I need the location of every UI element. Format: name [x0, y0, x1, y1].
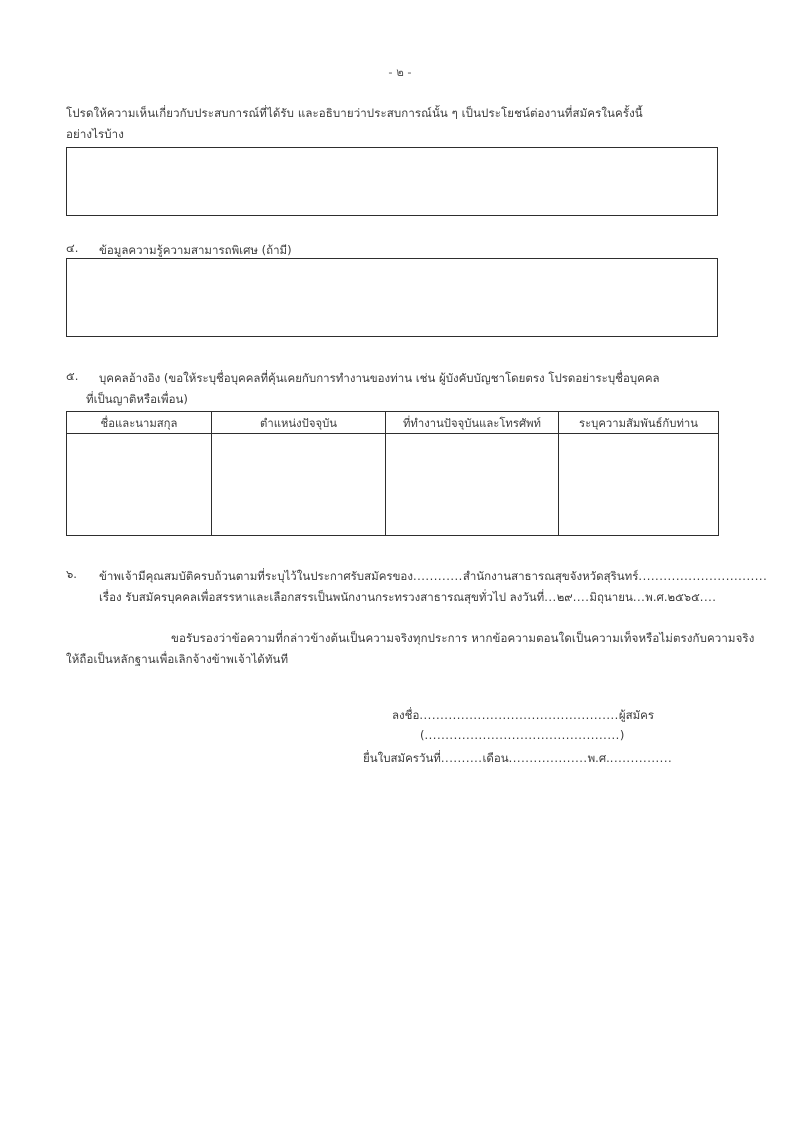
section-6-day: ๒๙ [556, 590, 573, 604]
section-6-qualification-text: ข้าพเจ้ามีคุณสมบัติครบถ้วนตามที่ระบุไว้ในประกาศรับสมัครของ [99, 569, 413, 583]
intro-line-2: อย่างไรบ้าง [66, 127, 124, 141]
page-number: - ๒ - [388, 65, 412, 79]
section-6-month-dots: .... [572, 590, 590, 604]
signature-role-label: ผู้สมัคร [618, 708, 655, 722]
certification-line-2: ให้ถือเป็นหลักฐานเพื่อเลิกจ้างข้าพเจ้าได้ทันที [66, 652, 289, 666]
references-table [66, 411, 719, 536]
table-header-row [67, 412, 719, 434]
submit-month-dots[interactable]: ................... [508, 751, 588, 765]
submit-day-dots[interactable]: .......... [440, 751, 483, 765]
signature-line [392, 707, 654, 725]
section-6-dots-end: .... [699, 590, 717, 604]
submit-year-dots[interactable]: ............... [609, 751, 673, 765]
table-row [67, 434, 719, 536]
section-6-day-dots-before: ... [544, 590, 557, 604]
signature-name-line [420, 728, 624, 742]
submit-date-line [363, 750, 672, 768]
section-6-line-2 [99, 587, 716, 608]
section-6-organization: สำนักงานสาธารณสุขจังหวัดสุรินทร์ [462, 569, 639, 583]
section-6-be-label: พ.ศ. [645, 590, 668, 604]
special-skills-answer-box[interactable] [66, 258, 718, 337]
column-header-workplace-phone: ที่ทำงานปัจจุบันและโทรศัพท์ [386, 412, 559, 434]
column-header-position: ตำแหน่งปัจจุบัน [212, 412, 386, 434]
column-header-name: ชื่อและนามสกุล [67, 412, 212, 434]
cell-position[interactable] [212, 434, 386, 536]
signature-dots[interactable]: ................................................ [419, 708, 619, 722]
submit-month-label: เดือน [482, 751, 509, 765]
cell-workplace-phone[interactable] [386, 434, 559, 536]
section-6-be-dots: ... [632, 590, 646, 604]
submit-date-label: ยื่นใบสมัครวันที่ [363, 751, 441, 765]
column-header-relationship: ระบุความสัมพันธ์กับท่าน [559, 412, 719, 434]
name-paren-open: ( [420, 728, 425, 742]
section-6-announcement-subject: เรื่อง รับสมัครบุคคลเพื่อสรรหาและเลือกสรรเป็นพนักงานกระทรวงสาธารณสุขทั่วไป ลงวันที่ [99, 590, 545, 604]
section-6-month: มิถุนายน [589, 590, 633, 604]
cell-name[interactable] [67, 434, 212, 536]
section-6-year: ๒๕๖๕ [667, 590, 700, 604]
section-4-number: ๔. [66, 241, 79, 255]
section-6-org-dots-before: ............ [412, 569, 463, 583]
section-5-number: ๕. [66, 369, 79, 383]
section-5-line-1: บุคคลอ้างอิง (ขอให้ระบุชื่อบุคคลที่คุ้นเคยกับการทำงานของท่าน เช่น ผู้บังคับบัญชาโดยตรง โปรดอย่าระบุชื่อบุคคล [99, 371, 660, 385]
section-6-org-dots-after: ............................... [638, 569, 768, 583]
experience-answer-box[interactable] [66, 147, 718, 216]
section-5-line-2: ที่เป็นญาติหรือเพื่อน) [86, 392, 188, 406]
signature-label: ลงชื่อ [392, 708, 420, 722]
section-4-title: ข้อมูลความรู้ความสามารถพิเศษ (ถ้ามี) [99, 243, 292, 257]
cell-relationship[interactable] [559, 434, 719, 536]
name-paren-close: ) [619, 728, 625, 742]
intro-line-1: โปรดให้ความเห็นเกี่ยวกับประสบการณ์ที่ได้รับ และอธิบายว่าประสบการณ์นั้น ๆ เป็นประโยชน์ต่องานที่สมัครในครั้งนี้ [66, 106, 643, 120]
section-6-line-1 [99, 566, 767, 587]
section-6-number: ๖. [66, 567, 77, 581]
name-dots[interactable]: ............................................... [424, 728, 620, 742]
certification-line-1: ขอรับรองว่าข้อความที่กล่าวข้างต้นเป็นความจริงทุกประการ หากข้อความตอนใดเป็นความเท็จหรือไม่ตรงกับความจริง [171, 631, 755, 645]
submit-be-label: พ.ศ. [587, 751, 610, 765]
